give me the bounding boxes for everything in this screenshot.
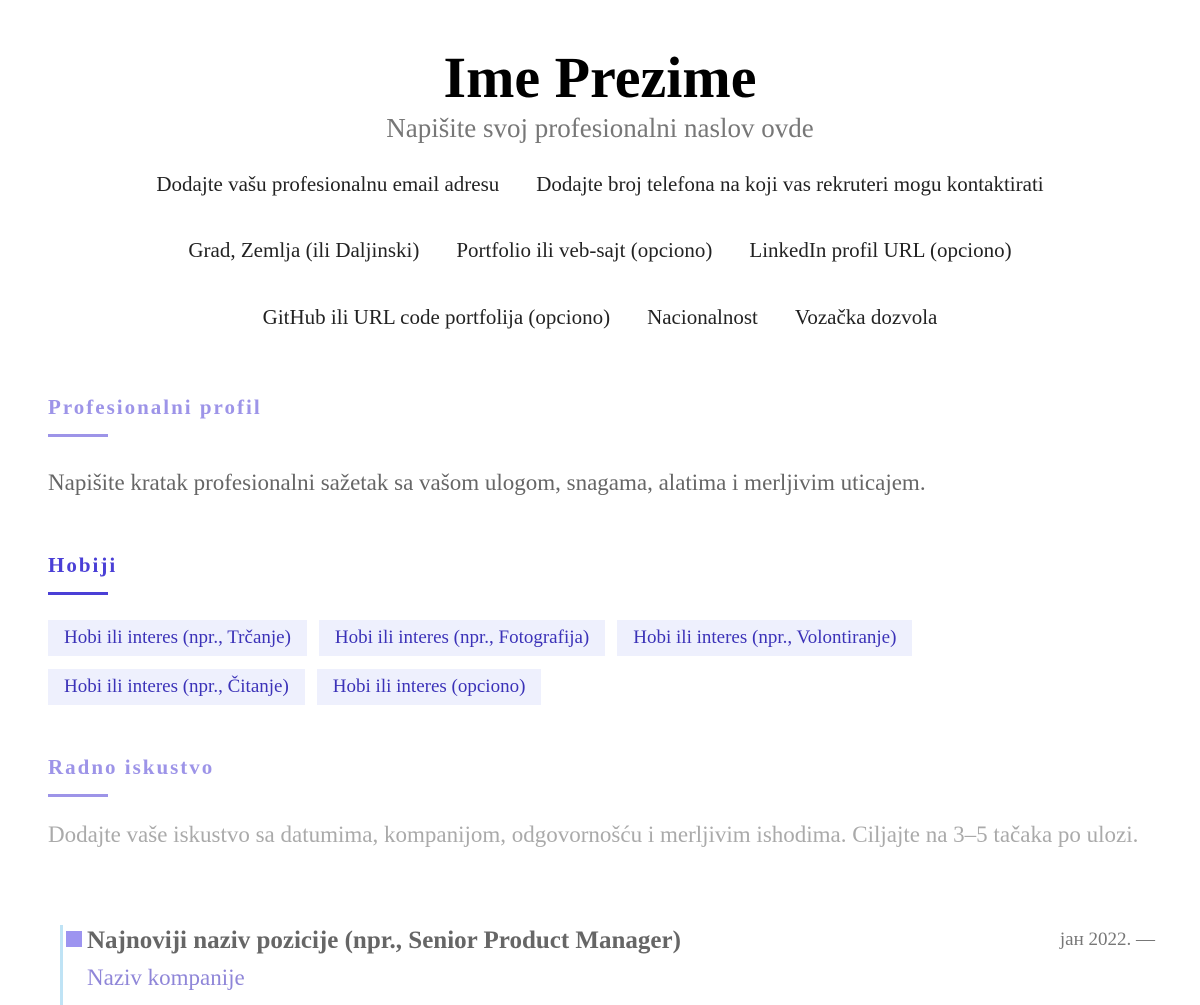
section-heading-experience: Radno iskustvo (48, 755, 215, 779)
contact-nationality: Nacionalnost (647, 305, 758, 329)
hobby-tag: Hobi ili interes (npr., Fotografija) (319, 620, 605, 656)
professional-title: Napišite svoj profesionalni naslov ovde (386, 113, 814, 143)
contact-row (0, 238, 1200, 263)
hobby-tag: Hobi ili interes (opciono) (317, 669, 542, 705)
hobby-tag: Hobi ili interes (npr., Trčanje) (48, 620, 307, 656)
contact-row (0, 305, 1200, 330)
contact-github: GitHub ili URL code portfolija (opciono) (262, 305, 611, 329)
experience-text: Dodajte vaše iskustvo sa datumima, kompanijom, odgovornošću i merljivim ishodima. Ciljajte na 3–5 tačaka po ulozi. (48, 822, 1139, 847)
section-heading-hobbies: Hobiji (48, 553, 118, 577)
contact-license: Vozačka dozvola (794, 305, 938, 329)
contact-email: Dodajte vašu profesionalnu email adresu (156, 172, 500, 196)
contact-portfolio: Portfolio ili veb-sajt (opciono) (456, 238, 713, 262)
hobby-tag: Hobi ili interes (npr., Čitanje) (48, 669, 305, 705)
full-name: Ime Prezime (443, 45, 757, 110)
heading-underline (48, 434, 108, 437)
contact-location: Grad, Zemlja (ili Daljinski) (188, 238, 420, 262)
section-heading-profile: Profesionalni profil (48, 395, 262, 419)
hobby-tags (48, 620, 1048, 705)
job-title: Najnoviji naziv pozicije (npr., Senior Product Manager) (87, 927, 681, 954)
contact-linkedin: LinkedIn profil URL (opciono) (749, 238, 1012, 262)
contact-phone: Dodajte broj telefona na koji vas rekruteri mogu kontaktirati (536, 172, 1044, 196)
heading-underline (48, 592, 108, 595)
company-name: Naziv kompanije (87, 965, 245, 990)
hobby-tag: Hobi ili interes (npr., Volontiranje) (617, 620, 912, 656)
bullet-square-icon (66, 931, 82, 947)
job-entry (60, 925, 1163, 1005)
contact-row (0, 172, 1200, 197)
profile-text: Napišite kratak profesionalni sažetak sa vašom ulogom, snagama, alatima i merljivim uticajem. (48, 470, 926, 495)
job-dates: јан 2022. — (1059, 929, 1155, 950)
heading-underline (48, 794, 108, 797)
